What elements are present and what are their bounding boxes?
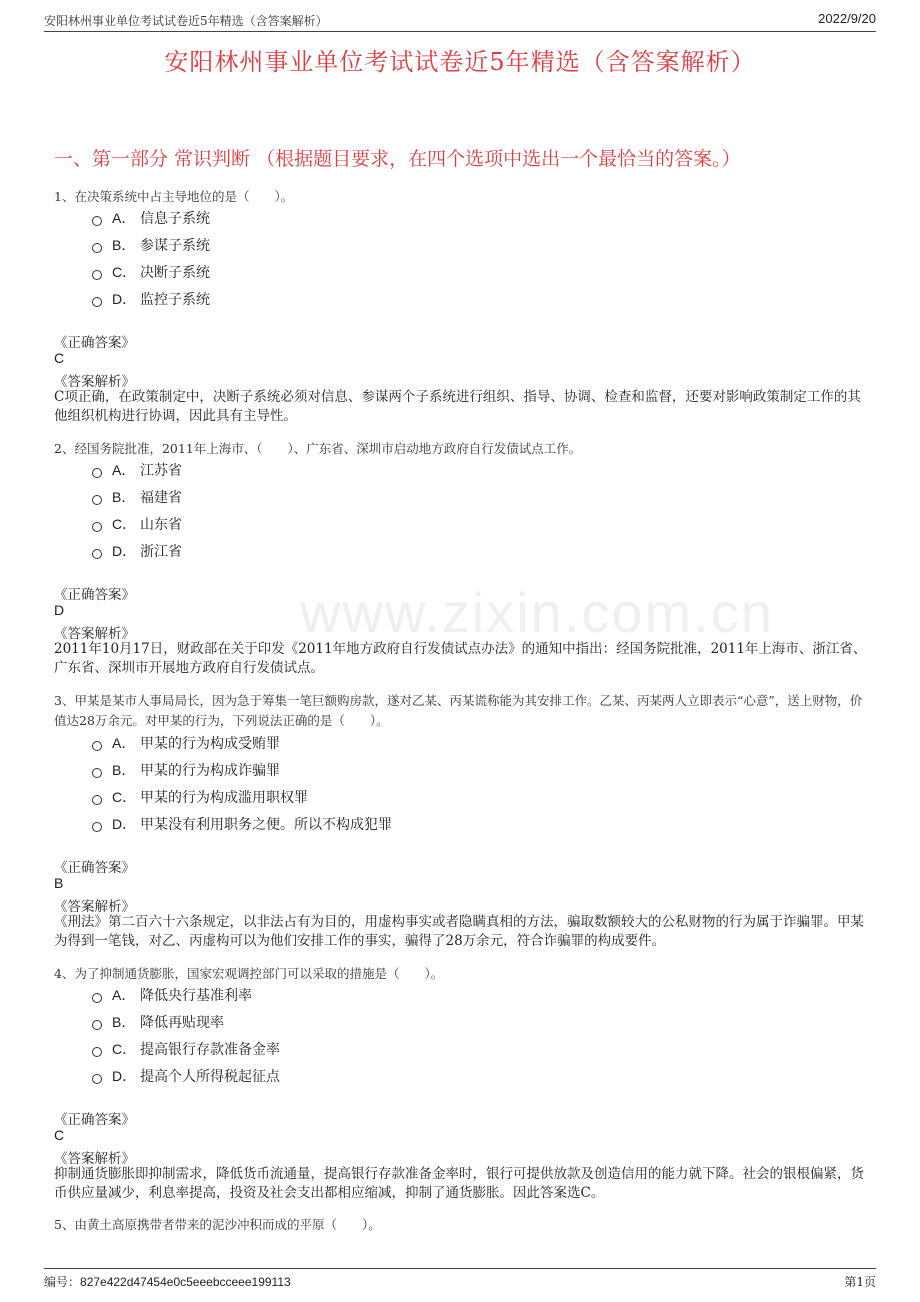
- option-3a[interactable]: [92, 733, 280, 753]
- option-1a[interactable]: [92, 208, 210, 228]
- page-header-date: 2022/9/20: [818, 11, 876, 26]
- option-letter: B．: [112, 762, 136, 778]
- question-3: 3、甲某是某市人事局局长，因为急于筹集一笔巨额购房款，遂对乙某、丙某谎称能为其安排工作。乙某、丙某两人立即表示“心意”，送上财物，价值达28万余元。对甲某的行为，下列说法正确的是（ ）。: [54, 693, 863, 728]
- option-1c[interactable]: [92, 262, 210, 282]
- radio-icon[interactable]: [92, 549, 102, 559]
- option-text: 浙江省: [140, 544, 182, 560]
- option-3d[interactable]: [92, 814, 392, 834]
- footer-code: [44, 1273, 291, 1290]
- radio-icon[interactable]: [92, 243, 102, 253]
- option-text: 决断子系统: [140, 265, 210, 281]
- option-letter: A．: [112, 210, 136, 226]
- option-4c[interactable]: [92, 1039, 280, 1059]
- radio-icon[interactable]: [92, 1020, 102, 1030]
- footer-code-value: 827e422d47454e0c5eeebcceee199113: [80, 1275, 291, 1289]
- option-4a[interactable]: [92, 985, 252, 1005]
- answer-label: 《正确答案》: [54, 587, 135, 603]
- page-header-title: 安阳林州事业单位考试试卷近5年精选（含答案解析）: [44, 14, 328, 28]
- watermark: www.zixin.com.cn: [300, 581, 774, 644]
- option-text: 甲某没有利用职务之便。所以不构成犯罪: [140, 817, 392, 833]
- question-2: 2、经国务院批准，2011年上海市、（ ）、广东省、深圳市启动地方政府自行发债试点工作。: [54, 441, 582, 456]
- answer-value: D: [54, 602, 65, 618]
- footer-divider: [44, 1268, 876, 1269]
- option-text: 监控子系统: [140, 292, 210, 308]
- option-letter: B．: [112, 1014, 136, 1030]
- option-4b[interactable]: [92, 1012, 224, 1032]
- explanation-label: 《答案解析》: [54, 899, 135, 915]
- header-divider: [44, 31, 876, 32]
- option-letter: D．: [112, 291, 137, 307]
- answer-value: C: [54, 1127, 65, 1143]
- radio-icon[interactable]: [92, 741, 102, 751]
- option-text: 甲某的行为构成诈骗罪: [140, 763, 280, 779]
- radio-icon[interactable]: [92, 1074, 102, 1084]
- option-3b[interactable]: [92, 760, 280, 780]
- page-number: 第1页: [844, 1275, 876, 1289]
- option-letter: C．: [112, 1041, 137, 1057]
- answer-label: 《正确答案》: [54, 335, 135, 351]
- option-letter: A．: [112, 987, 136, 1003]
- option-letter: A．: [112, 462, 136, 478]
- explanation-text: C项正确，在政策制定中，决断子系统必须对信息、参谋两个子系统进行组织、指导、协调、检查和监督，还要对影响政策制定工作的其他组织机构进行协调，因此具有主导性。: [54, 389, 861, 424]
- option-4d[interactable]: [92, 1066, 280, 1086]
- option-text: 甲某的行为构成受贿罪: [140, 736, 280, 752]
- option-letter: D．: [112, 543, 137, 559]
- option-letter: A．: [112, 735, 136, 751]
- explanation-label: 《答案解析》: [54, 626, 135, 642]
- radio-icon[interactable]: [92, 495, 102, 505]
- option-text: 降低央行基准利率: [140, 988, 252, 1004]
- option-letter: D．: [112, 1068, 137, 1084]
- explanation-label: 《答案解析》: [54, 374, 135, 390]
- option-letter: B．: [112, 237, 136, 253]
- radio-icon[interactable]: [92, 468, 102, 478]
- option-letter: B．: [112, 489, 136, 505]
- option-text: 江苏省: [140, 463, 182, 479]
- option-1d[interactable]: [92, 289, 210, 309]
- footer-code-label: 编号：: [44, 1275, 81, 1289]
- option-letter: C．: [112, 789, 137, 805]
- answer-value: C: [54, 350, 65, 366]
- option-text: 提高个人所得税起征点: [140, 1069, 280, 1085]
- option-1b[interactable]: [92, 235, 210, 255]
- option-2a[interactable]: [92, 460, 182, 480]
- radio-icon[interactable]: [92, 522, 102, 532]
- option-2c[interactable]: [92, 514, 182, 534]
- option-text: 降低再贴现率: [140, 1015, 224, 1031]
- option-2b[interactable]: [92, 487, 182, 507]
- radio-icon[interactable]: [92, 768, 102, 778]
- explanation-label: 《答案解析》: [54, 1151, 135, 1167]
- document-title: 安阳林州事业单位考试试卷近5年精选（含答案解析）: [164, 48, 756, 76]
- answer-label: 《正确答案》: [54, 860, 135, 876]
- question-4: 4、为了抑制通货膨胀，国家宏观调控部门可以采取的措施是（ ）。: [54, 966, 444, 981]
- section-heading: 一、第一部分 常识判断 （根据题目要求，在四个选项中选出一个最恰当的答案。）: [54, 148, 741, 170]
- radio-icon[interactable]: [92, 297, 102, 307]
- radio-icon[interactable]: [92, 270, 102, 280]
- option-text: 山东省: [140, 517, 182, 533]
- option-text: 提高银行存款准备金率: [140, 1042, 280, 1058]
- answer-value: B: [54, 875, 64, 891]
- question-5: 5、由黄土高原携带者带来的泥沙冲积而成的平原（ ）。: [54, 1217, 381, 1232]
- option-letter: D．: [112, 816, 137, 832]
- explanation-text: 《刑法》第二百六十六条规定，以非法占有为目的，用虚构事实或者隐瞒真相的方法，骗取数额较大的公私财物的行为属于诈骗罪。甲某为得到一笔钱，对乙、丙虚构可以为他们安排工作的事实，骗得了28万余元，符合诈骗罪的构成要件。: [54, 914, 864, 949]
- radio-icon[interactable]: [92, 822, 102, 832]
- explanation-text: 2011年10月17日，财政部在关于印发《2011年地方政府自行发债试点办法》的通知中指出：经国务院批准，2011年上海市、浙江省、广东省、深圳市开展地方政府自行发债试点。: [54, 641, 867, 676]
- radio-icon[interactable]: [92, 1047, 102, 1057]
- option-text: 参谋子系统: [140, 238, 210, 254]
- option-2d[interactable]: [92, 541, 182, 561]
- option-text: 甲某的行为构成滥用职权罪: [140, 790, 308, 806]
- option-letter: C．: [112, 264, 137, 280]
- option-3c[interactable]: [92, 787, 308, 807]
- radio-icon[interactable]: [92, 993, 102, 1003]
- explanation-text: 抑制通货膨胀即抑制需求，降低货币流通量，提高银行存款准备金率时，银行可提供放款及创造信用的能力就下降。社会的银根偏紧，货币供应量减少，利息率提高，投资及社会支出都相应缩减，抑制了通货膨胀。因此答案选C。: [54, 1166, 864, 1201]
- answer-label: 《正确答案》: [54, 1112, 135, 1128]
- option-letter: C．: [112, 516, 137, 532]
- question-1: 1、在决策系统中占主导地位的是（ ）。: [54, 189, 294, 204]
- radio-icon[interactable]: [92, 216, 102, 226]
- option-text: 信息子系统: [140, 211, 210, 227]
- option-text: 福建省: [140, 490, 182, 506]
- radio-icon[interactable]: [92, 795, 102, 805]
